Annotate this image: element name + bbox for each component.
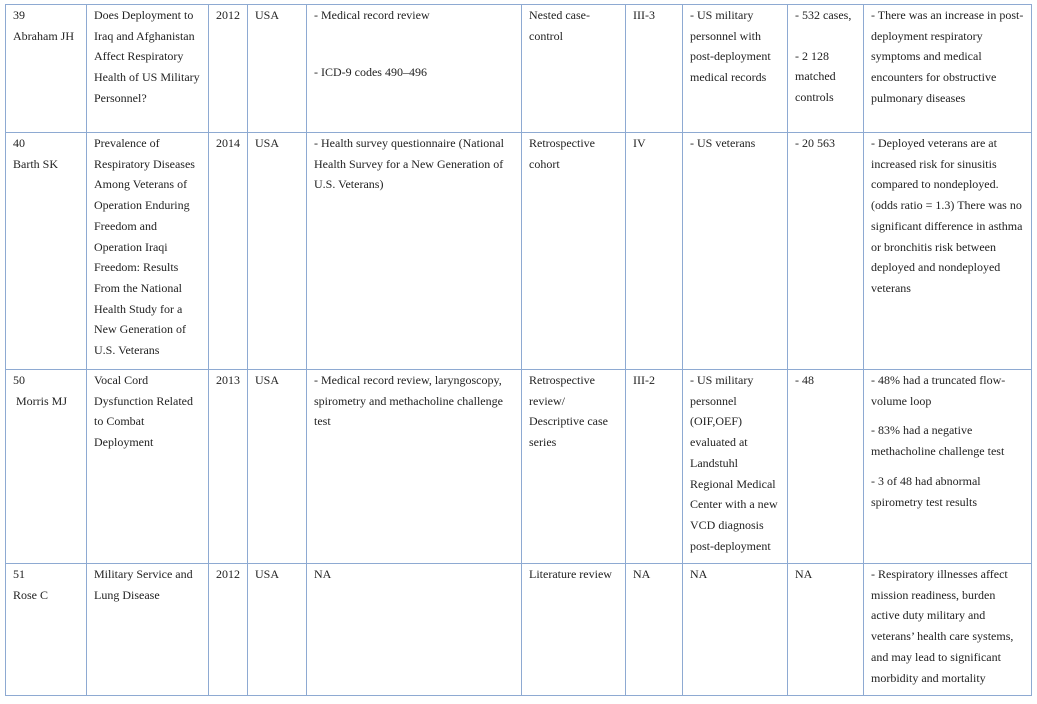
table-row xyxy=(6,5,1032,133)
study-country: USA xyxy=(248,564,307,696)
study-method: - Medical record review, laryngoscopy, spirometry and methacholine challenge test xyxy=(307,370,522,564)
study-author: Abraham JH xyxy=(13,28,74,43)
evidence-level: III-2 xyxy=(626,370,683,564)
table-row xyxy=(6,564,1032,696)
study-title: Military Service and Lung Disease xyxy=(87,564,209,696)
study-id-cell xyxy=(6,5,87,133)
study-findings: - There was an increase in post-deployment respiratory symptoms and medical encounters for obstructive pulmonary diseases xyxy=(864,5,1032,133)
study-number: 50 xyxy=(13,373,25,387)
table-row xyxy=(6,370,1032,564)
study-year: 2012 xyxy=(209,564,248,696)
study-population: - US military personnel with post-deployment medical records xyxy=(683,5,788,133)
study-method-cell xyxy=(307,5,522,133)
study-country: USA xyxy=(248,5,307,133)
study-author: Barth SK xyxy=(13,156,58,171)
study-population: - US military personnel (OIF,OEF) evaluated at Landstuhl Regional Medical Center with a new VCD diagnosis post-deployment xyxy=(683,370,788,564)
study-design: Retrospective review/ Descriptive case series xyxy=(522,370,626,564)
study-findings-cell xyxy=(864,370,1032,564)
study-design: Literature review xyxy=(522,564,626,696)
study-finding: - 83% had a negative methacholine challenge test xyxy=(871,423,1005,459)
study-title: Vocal Cord Dysfunction Related to Combat Deployment xyxy=(87,370,209,564)
study-population: - US veterans xyxy=(683,133,788,370)
study-country: USA xyxy=(248,133,307,370)
study-country: USA xyxy=(248,370,307,564)
sample-size: - 532 cases, xyxy=(795,8,852,22)
sample-size: - 2 128 matched controls xyxy=(795,48,836,105)
study-method: - ICD-9 codes 490–496 xyxy=(314,64,427,79)
study-findings: - Deployed veterans are at increased risk for sinusitis compared to nondeployed. (odds ratio = 1.3) There was no significant difference in asthma or bronchitis risk between deployed and nondeployed veterans xyxy=(864,133,1032,370)
study-author: Morris MJ xyxy=(16,393,68,408)
sample-size: - 20 563 xyxy=(788,133,864,370)
study-design: Retrospective cohort xyxy=(522,133,626,370)
study-findings: - Respiratory illnesses affect mission readiness, burden active duty military and veterans’ health care systems, and may lead to significant morbidity and mortality xyxy=(864,564,1032,696)
evidence-level: NA xyxy=(626,564,683,696)
study-population: NA xyxy=(683,564,788,696)
evidence-level: IV xyxy=(626,133,683,370)
study-finding: - 48% had a truncated flow-volume loop xyxy=(871,373,1006,408)
study-design: Nested case-control xyxy=(522,5,626,133)
study-id-cell xyxy=(6,133,87,370)
study-title: Prevalence of Respiratory Diseases Among Veterans of Operation Enduring Freedom and Operation Iraqi Freedom: Results From the National Health Study for a New Generation of U.S. Veterans xyxy=(87,133,209,370)
study-finding: - 3 of 48 had abnormal spirometry test results xyxy=(871,473,981,509)
study-number: 39 xyxy=(13,8,25,22)
study-author: Rose C xyxy=(13,587,49,602)
sample-size: NA xyxy=(788,564,864,696)
study-method: - Health survey questionnaire (National Health Survey for a New Generation of U.S. Veterans) xyxy=(307,133,522,370)
evidence-table xyxy=(5,4,1032,696)
study-year: 2012 xyxy=(209,5,248,133)
study-id-cell xyxy=(6,564,87,696)
study-number: 40 xyxy=(13,136,25,150)
table-row xyxy=(6,133,1032,370)
study-title: Does Deployment to Iraq and Afghanistan Affect Respiratory Health of US Military Personnel? xyxy=(87,5,209,133)
study-method: NA xyxy=(307,564,522,696)
sample-size: - 48 xyxy=(788,370,864,564)
study-id-cell xyxy=(6,370,87,564)
study-year: 2014 xyxy=(209,133,248,370)
study-number: 51 xyxy=(13,567,25,581)
sample-size-cell xyxy=(788,5,864,133)
study-year: 2013 xyxy=(209,370,248,564)
study-method: - Medical record review xyxy=(314,8,430,22)
evidence-level: III-3 xyxy=(626,5,683,133)
